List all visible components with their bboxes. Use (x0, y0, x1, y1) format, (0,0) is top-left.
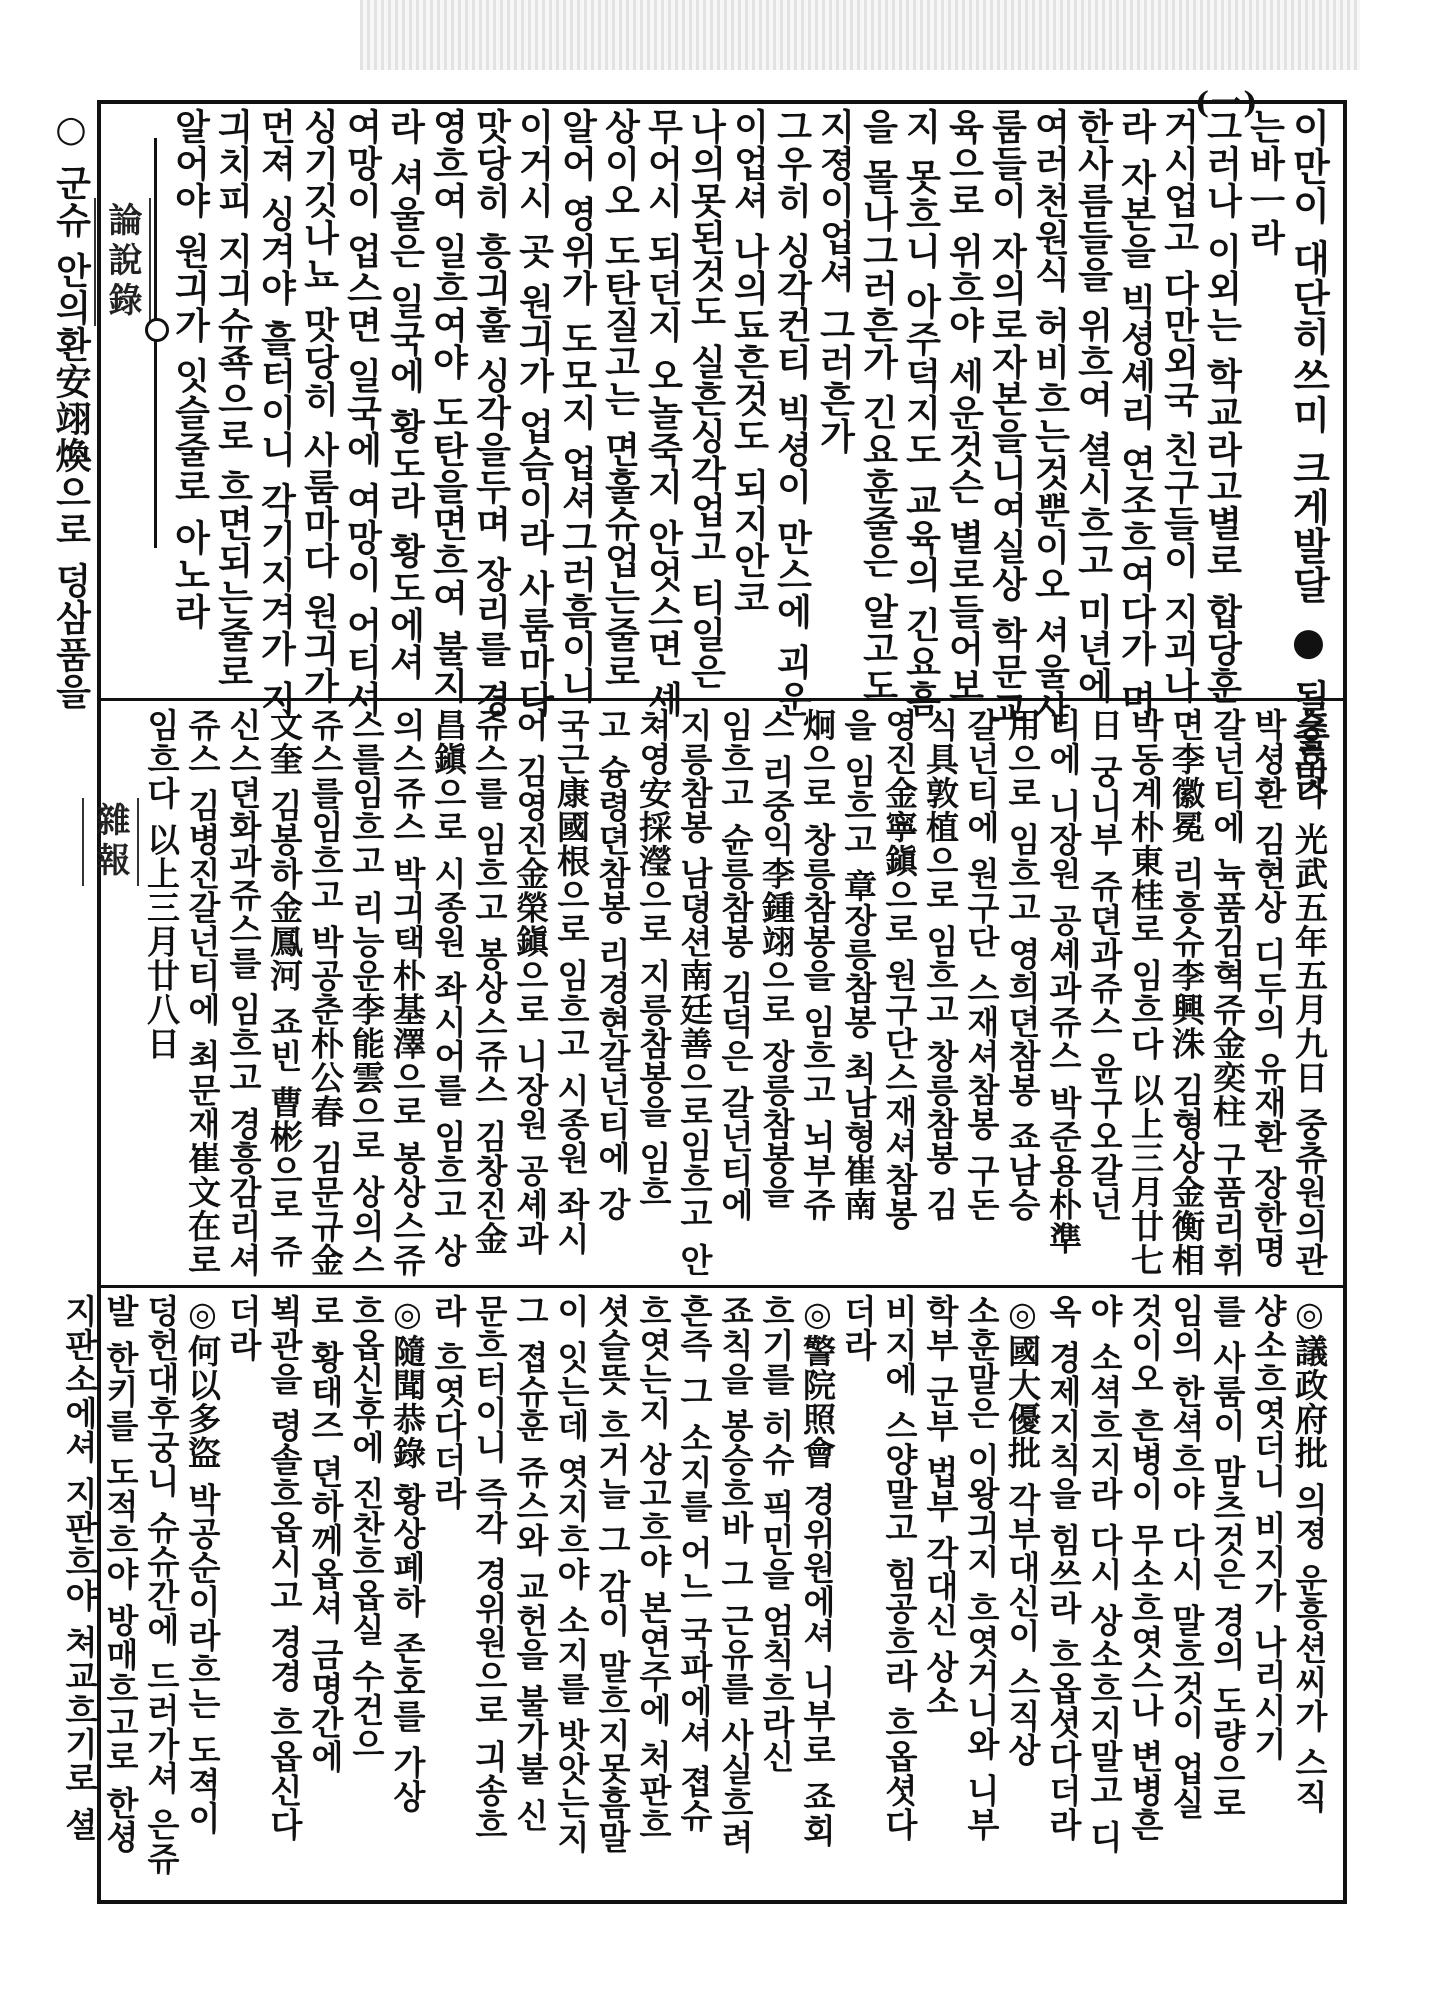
text-column: 의스쥬스 박긔택朴基澤으로 봉상스쥬 (388, 708, 427, 1277)
text-column: 쥬스를 임흐고 봉상스쥬스 김창진金 (470, 708, 509, 1256)
miscellaneous-news-section (90, 708, 1329, 1278)
scanned-header-strip (360, 0, 1360, 70)
text-column: ◎議政府批 의졍 운흥션씨가 스직 (1290, 1294, 1329, 1814)
text-column: 文奎 김봉하金鳳河 죠빈 曹彬으로 쥬 (265, 708, 304, 1268)
text-column: 昌鎭으로 시종원 좌시어를 임흐고 상 (429, 708, 468, 1268)
text-column: 야 소셕흐지라 다시 상소흐지말고 디 (1085, 1294, 1124, 1854)
text-column: 어 김영진金榮鎭으로 니장원 공셰과 (511, 708, 550, 1256)
text-column: 박셩환 김현상 디두의 유재환 장한명 (1249, 708, 1288, 1268)
text-column: 여러천원식 허비흐는것뿐이오 셔울사 (1029, 108, 1071, 728)
text-column: 셧슬뜻 흐거늘 그 감이 말흐지못흠말 (593, 1294, 632, 1854)
text-column: 쥬스 김병진갈넌티에 최문재崔文在로 (183, 708, 222, 1277)
section-heading-stamp: 論說錄 (94, 198, 151, 326)
text-column: 라 흐엿다더라 (429, 1294, 468, 1511)
ornament-divider (154, 138, 167, 548)
text-column: 을 임흐고 章장릉참봉 최남형崔南 (839, 708, 878, 1222)
text-column: 학부 군부 법부 각대신 상소 (921, 1294, 960, 1718)
text-column: 긔치피 지긔슈죡으로 흐면되는줄로 (212, 108, 254, 691)
text-column: 국근康國根으로 임흐고 시종원 좌시 (552, 708, 591, 1256)
text-column: 스를임흐고 리능운李能雲으로 상의스 (347, 708, 386, 1277)
text-column: 면李徽冕 리흥슈李興洙 김형상金衡相 (1167, 708, 1206, 1277)
text-column: 티에 니장원 공셰과쥬스 박준용朴準 (1044, 708, 1083, 1256)
text-column: 쳐영安採瀅으로 지릉참봉을 임흐 (634, 708, 673, 1209)
text-column: 흐옵신후에 진찬흐옵실 수건으 (347, 1294, 386, 1761)
text-column: 죠칙을 봉승흐바 그 근유를 사실흐려 (716, 1294, 755, 1854)
text-column: 이거시 곳 원긔가 업슴이라 사룸마다 (513, 108, 555, 718)
text-column: 박동계朴東桂로 임흐다 以上三月廿七 (1126, 708, 1165, 1277)
text-column: 흐엿는지 상고흐야 본연주에 처판흐 (634, 1294, 673, 1842)
text-column: 지판소에셔 지판흐야 쳐교흐기로 셜 (60, 1294, 99, 1842)
notices-section (60, 1294, 1329, 1894)
editorial-section (50, 108, 1331, 796)
text-column: 여망이 업스면 일국에 여망이 어티셔 (341, 108, 383, 718)
text-column: 더라 (839, 1294, 878, 1362)
text-column: 소훈말은 이왕긔지 흐엿거니와 니부 (962, 1294, 1001, 1842)
text-column: 갈넌티에 뉵품김혁쥬金奕柱 구품리휘 (1208, 708, 1247, 1277)
text-column: 을 몰나그러흔가 긴요훈줄은 알고도 (857, 108, 899, 704)
text-column: 알어야 원긔가 잇슬줄로 아노라 (169, 108, 211, 630)
section-heading-stamp: 雜報 (82, 798, 139, 886)
text-column: 그 졉슈훈 쥬스와 교헌을 불가불 신 (511, 1294, 550, 1833)
text-column: 덩헌대후궁니 슈슈간에 드러가셔 은쥬 (142, 1294, 181, 1876)
text-column: 뵉관을 령솔흐옵시고 경경 흐옵신다 (265, 1294, 304, 1842)
text-column: 임의 한셕흐야 다시 말흐것이 업실 (1167, 1294, 1206, 1820)
text-column: 상이오 도탄질고는 면훌슈업는줄로 (599, 108, 641, 691)
page-number: (一) (1195, 86, 1260, 121)
text-column: 먼져 싱겨야 흘터이니 각기지겨가 지 (255, 108, 297, 718)
text-column: 이업셔 나의됴흔것도 되지안코 (728, 108, 770, 617)
text-column: 日 궁니부 쥬뎐과쥬스 윤구오갈넌 (1085, 708, 1124, 1222)
text-column: 맛당히 흥긔훌 싱각을두며 장리를 경 (470, 108, 512, 718)
text-column: 이 잇는데 엿지흐야 소지를 밧앗는지 (552, 1294, 591, 1854)
text-column: 옥 경제지칙을 힘쓰라 흐옵셧다더라 (1044, 1294, 1083, 1842)
section-divider-2 (97, 1285, 1347, 1288)
text-column: 알어 영위가 도모지 업셔그러흠이니 (556, 108, 598, 704)
text-column: 것이오 흔병이 무소흐엿스나 변병흔 (1126, 1294, 1165, 1842)
text-column: 이만이 대단히쓰미 크게발달 ● 될줄밋 (1286, 108, 1331, 796)
text-column: 영진金寧鎭으로 원구단스재셔참봉 (880, 708, 919, 1231)
text-column: 쥬스를임흐고 박공춘朴公春 김문규金 (306, 708, 345, 1277)
text-column: 육으로 위흐야 세운것슨 별로들어보 (943, 108, 985, 704)
text-column: 거시업고 다만외국 친구들이 지괴나 (1158, 108, 1200, 704)
text-column: ◎警院照會 경위원에셔 니부로 죠회 (798, 1294, 837, 1848)
text-column: 用으로 임흐고 영희뎐참봉 죠남승 (1003, 708, 1042, 1222)
text-column: 영흐여 일흐여야 도탄을면흐여 불지 (427, 108, 469, 704)
text-column: 지릉참봉 남뎡션南廷善으로임흐고 안 (675, 708, 714, 1277)
text-column: 싱기깃나뇨 맛당히 사룸마다 원긔가 (298, 108, 340, 704)
text-column: 흔즉 그 소지를 어느 국파에셔 졉슈 (675, 1294, 714, 1833)
text-column: ◎隨聞恭錄 황상폐하 존호를 가상 (388, 1294, 427, 1814)
text-column: 비지에 스양말고 힘공흐라 흐옵셧다 (880, 1294, 919, 1842)
text-column: ◎何以多盜 박공순이라흐는 도젹이 (183, 1294, 222, 1835)
text-column: 발 한키를 도적흐야 방매흐고로 한셩 (101, 1294, 140, 1854)
text-column: 임흐다 以上三月廿八日 (142, 708, 181, 1061)
text-column: 갈넌티에 원구단 스재셔참봉 구돈 (962, 708, 1001, 1222)
text-column: 더라 (224, 1294, 263, 1362)
text-column: 식具敦植으로 임흐고 창릉참봉 김 (921, 708, 960, 1222)
text-column: 라 자본을 빅셩셰리 연조흐여다가 며 (1115, 108, 1157, 718)
text-column: 는바ㅡ라 (1244, 108, 1286, 256)
text-column: 스 리중익李鍾翊으로 장릉참봉을 (757, 708, 796, 1209)
official-notice: ○ 군슈 안의환安翊煥으로 덩삼품을 (50, 108, 92, 710)
text-column: 지졍이업셔 그러흔가 (814, 108, 856, 455)
text-column: 한사름들을 위흐여 셜시흐고 미년에 (1072, 108, 1114, 704)
text-column: 그러나 이외는 학교라고별로 합당훈 (1201, 108, 1243, 704)
text-column: 승흐다 光武五年五月九日 중츄원의관 (1290, 708, 1329, 1277)
text-column: 흐기를 히슈 픽민을 엄칙흐라신 (757, 1294, 796, 1774)
text-column: 문흐터이니 즉각 경위원으로 긔송흐 (470, 1294, 509, 1842)
text-column: 로 황태즈 뎐하께옵셔 금명간에 (306, 1294, 345, 1774)
text-column: 샹소흐엿더니 비지가 나리시기 (1249, 1294, 1288, 1761)
text-column: ◎國大優批 각부대신이 스직상 (1003, 1294, 1042, 1767)
text-column: 炯으로 창릉참봉을 임흐고 뇌부쥬 (798, 708, 837, 1222)
text-column: 무어시 되던지 오놀죽지 안엇스면 셰 (642, 108, 684, 718)
text-column: 라 셔울은 일국에 황도라 황도에셔 (384, 108, 426, 681)
text-column: 지 못흐니 아주덕지도 교육의 긴요흠 (900, 108, 942, 718)
text-column: 나의못된것도 실흔싱각업고 티일은 (685, 108, 727, 691)
text-column: 룸들이 자의로자본을니여실상 학문교 (986, 108, 1028, 728)
text-column: 그우히 싱각컨티 빅셩이 만스에 괴운 (771, 108, 813, 718)
text-column: 임흐고 슌릉참봉 김덕은 갈넌티에 (716, 708, 755, 1222)
text-column: 신스뎐화과쥬스를 임흐고 경흥감리셔 (224, 708, 263, 1277)
text-column: 를 사룸이 맘츠것은 경의 도량으로 (1208, 1294, 1247, 1820)
text-column: 고 슝령뎐참봉 리경현갈넌티에 강 (593, 708, 632, 1222)
